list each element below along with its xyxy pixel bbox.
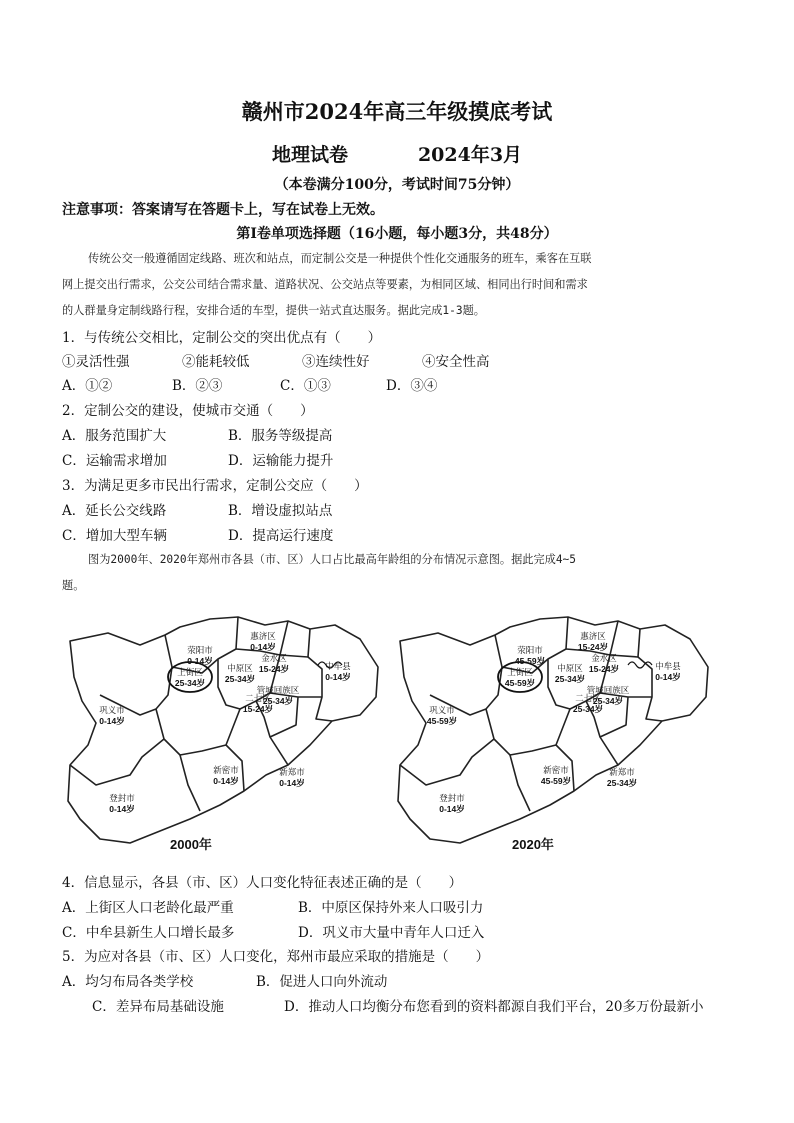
q1-item-2: ②能耗较低: [182, 354, 250, 370]
map-2020-region-age: 45-59岁: [514, 656, 546, 666]
exam-info: （本卷满分100分，考试时间75分钟）: [274, 177, 520, 193]
map-2000-region-age: 0-14岁: [325, 672, 351, 682]
map-2020-region-name: 新郑市: [609, 767, 635, 777]
q1-option-b: B．②③: [172, 378, 223, 394]
q3-option-a: A．延长公交线路: [62, 503, 167, 519]
q2-option-b: B．服务等级提高: [228, 428, 333, 444]
map-2020-region-age: 25-34岁: [572, 704, 604, 714]
map-2020-region-name: 中原区: [557, 663, 583, 673]
map-2000-region-name: 上街区: [177, 667, 203, 677]
q4-option-d: D．巩义市大量中青年人口迁入: [298, 925, 485, 941]
q4-option-b: B．中原区保持外来人口吸引力: [298, 900, 484, 916]
section-title: 第Ⅰ卷单项选择题（16小题，每小题3分，共48分）: [236, 226, 558, 242]
map-2020-region-name: 二七区: [575, 693, 601, 703]
map-2020-labels: [427, 631, 681, 814]
map-2020-region-name: 管城回族区: [586, 685, 630, 695]
q3-option-d: D．提高运行速度: [228, 528, 334, 544]
map-2020-region-age: 15-24岁: [577, 642, 609, 652]
q5-option-a: A．均匀布局各类学校: [62, 974, 194, 990]
map-2000-region-name: 二七区: [245, 693, 271, 703]
passage1-line2: 网上提交出行需求，公交公司结合需求量、道路状况、公交站点等要素，为相同区域、相同出行时间和需求: [62, 278, 588, 291]
map-2020-region-name: 金水区: [591, 653, 617, 663]
exam-notice: 注意事项：答案请写在答题卡上，写在试卷上无效。: [62, 202, 384, 218]
q2-option-d: D．运输能力提升: [228, 453, 334, 469]
q1-stem: 1．与传统公交相比，定制公交的突出优点有（ ）: [62, 330, 382, 346]
map-2000-labels: [99, 631, 351, 814]
map-2000-year: 2000年: [170, 837, 212, 852]
map-2020-region-age: 0-14岁: [655, 672, 681, 682]
q1-option-a: A．①②: [62, 378, 113, 394]
q4-stem: 4．信息显示，各县（市、区）人口变化特征表述正确的是（ ）: [62, 875, 463, 891]
map-2020-region-name: 巩义市: [429, 705, 455, 715]
q1-item-1: ①灵活性强: [62, 354, 130, 370]
map-2000-region-age: 0-14岁: [99, 716, 125, 726]
q2-option-c: C．运输需求增加: [62, 453, 167, 469]
q3-option-b: B．增设虚拟站点: [228, 503, 333, 519]
passage2-line2: 题。: [62, 579, 85, 592]
map-2000-region-age: 0-14岁: [279, 778, 305, 788]
map-2020-region-name: 荥阳市: [517, 645, 543, 655]
map-2020-region-age: 15-24岁: [588, 664, 620, 674]
map-2000-region-age: 0-14岁: [250, 642, 276, 652]
map-2020-region-name: 新密市: [543, 765, 569, 775]
map-2020-region-name: 惠济区: [580, 631, 606, 641]
q4-option-a: A．上街区人口老龄化最严重: [62, 900, 234, 916]
map-2000-region-name: 新密市: [213, 765, 239, 775]
map-2020-region-age: 45-59岁: [426, 716, 458, 726]
q1-item-3: ③连续性好: [302, 354, 370, 370]
map-2000-region-age: 25-34岁: [262, 696, 294, 706]
subject-title: 地理试卷: [271, 144, 348, 166]
map-2000-region-age: 15-24岁: [242, 704, 274, 714]
map-2020-region-age: 0-14岁: [439, 804, 465, 814]
map-2020-region-age: 45-59岁: [540, 776, 572, 786]
q4-option-c: C．中牟县新生人口增长最多: [62, 925, 235, 941]
map-2020-region-age: 25-34岁: [606, 778, 638, 788]
map-2000-region-name: 登封市: [109, 793, 135, 803]
q3-option-c: C．增加大型车辆: [62, 528, 167, 544]
q1-item-4: ④安全性高: [422, 354, 490, 370]
exam-title: 赣州市2024年高三年级摸底考试: [241, 99, 553, 124]
map-2000-region-name: 荥阳市: [187, 645, 213, 655]
map-2020-region-age: 45-59岁: [504, 678, 536, 688]
map-2000-region-age: 0-14岁: [187, 656, 213, 666]
map-2000-region-age: 15-24岁: [258, 664, 290, 674]
map-2000-region-name: 巩义市: [99, 705, 125, 715]
map-2020-region-name: 上街区: [507, 667, 533, 677]
map-2000-region-name: 惠济区: [250, 631, 276, 641]
map-2000-region-name: 中原区: [227, 663, 253, 673]
map-2020-region-name: 中牟县: [655, 661, 681, 671]
passage2-line1: 图为2000年、2020年郑州市各县（市、区）人口占比最高年龄组的分布情况示意图。据此完成4~5: [88, 553, 577, 566]
map-2000-region-age: 0-14岁: [109, 804, 135, 814]
passage1-line1: 传统公交一般遵循固定线路、班次和站点，而定制公交是一种提供个性化交通服务的班车，乘客在互联: [88, 252, 592, 265]
map-2000-region-age: 25-34岁: [224, 674, 256, 684]
map-2020-year: 2020年: [512, 837, 554, 852]
map-2000-region-name: 新郑市: [279, 767, 305, 777]
map-2000-region-name: 金水区: [261, 653, 287, 663]
q2-stem: 2．定制公交的建设，使城市交通（ ）: [62, 403, 314, 419]
q5-option-c: C．差异布局基础设施: [92, 999, 224, 1015]
map-2000-region-name: 管城回族区: [256, 685, 300, 695]
passage1-line3: 的人群量身定制线路行程，安排合适的车型，提供一站式直达服务。据此完成1-3题。: [62, 304, 485, 317]
map-2000-region-age: 0-14岁: [213, 776, 239, 786]
subject-line: [0, 140, 794, 167]
q2-option-a: A．服务范围扩大: [62, 428, 167, 444]
q5-option-d: D．推动人口均衡分布您看到的资料都源自我们平台，20多万份最新小: [284, 999, 704, 1015]
map-2020-region-age: 25-34岁: [554, 674, 586, 684]
map-2000-region-age: 25-34岁: [174, 678, 206, 688]
map-2000-region-name: 中牟县: [325, 661, 351, 671]
q5-stem: 5．为应对各县（市、区）人口变化，郑州市最应采取的措施是（ ）: [62, 949, 490, 965]
q1-option-c: C．①③: [280, 378, 331, 394]
zhengzhou-age-maps: [60, 605, 740, 860]
q3-stem: 3．为满足更多市民出行需求，定制公交应（ ）: [62, 478, 368, 494]
q1-option-d: D．③④: [386, 378, 438, 394]
q5-option-b: B．促进人口向外流动: [256, 974, 388, 990]
exam-date: 2024年3月: [417, 144, 523, 166]
map-2020-region-age: 25-34岁: [592, 696, 624, 706]
map-2020-region-name: 登封市: [439, 793, 465, 803]
